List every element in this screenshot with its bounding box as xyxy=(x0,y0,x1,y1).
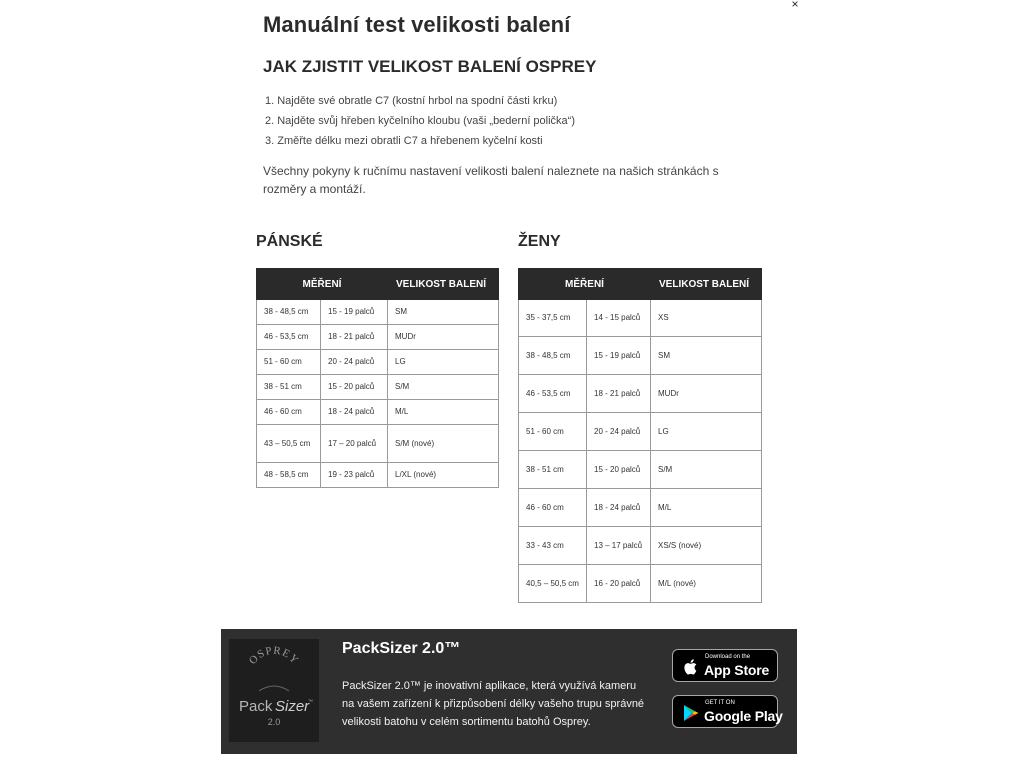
cell-cm: 46 - 60 cm xyxy=(519,489,587,527)
table-row xyxy=(257,350,499,375)
cell-size: SM xyxy=(651,337,762,375)
table-row xyxy=(519,527,762,565)
packsizer-logo xyxy=(229,639,319,742)
cell-inches: 15 - 20 palců xyxy=(587,451,651,489)
cell-cm: 40,5 – 50,5 cm xyxy=(519,565,587,603)
table-row xyxy=(257,375,499,400)
steps-list xyxy=(265,93,575,153)
instructions-note: Všechny pokyny k ručnímu nastavení velikosti balení naleznete na našich stránkách s rozměry a montáží. xyxy=(263,164,719,196)
packsizer-promo xyxy=(221,629,797,754)
app-store-button[interactable] xyxy=(672,649,778,682)
cell-size: S/M xyxy=(388,375,499,400)
table-row xyxy=(257,400,499,425)
step-item: 3. Změřte délku mezi obratli C7 a hřebenem kyčelní kosti xyxy=(265,135,543,147)
close-icon[interactable]: × xyxy=(791,0,799,11)
cell-inches: 20 - 24 palců xyxy=(321,350,388,375)
table-row xyxy=(519,300,762,337)
cell-inches: 17 – 20 palců xyxy=(321,425,388,463)
table-row xyxy=(519,337,762,375)
cell-inches: 18 - 21 palců xyxy=(321,325,388,350)
cell-cm: 46 - 53,5 cm xyxy=(519,375,587,413)
table-row xyxy=(519,375,762,413)
cell-inches: 18 - 21 palců xyxy=(587,375,651,413)
cell-inches: 13 – 17 palců xyxy=(587,527,651,565)
men-size-table xyxy=(256,268,499,488)
cell-inches: 15 - 20 palců xyxy=(321,375,388,400)
google-play-big-text: Google Play xyxy=(704,708,783,724)
men-section-title: PÁNSKÉ xyxy=(256,233,323,250)
cell-inches: 14 - 15 palců xyxy=(587,300,651,337)
table-row xyxy=(257,463,499,488)
cell-inches: 16 - 20 palců xyxy=(587,565,651,603)
table-row xyxy=(519,413,762,451)
table-row xyxy=(257,300,499,325)
logo-sizer-text: Sizer xyxy=(275,698,310,715)
apple-icon xyxy=(681,657,701,677)
cell-cm: 38 - 48,5 cm xyxy=(519,337,587,375)
google-play-small-text: GET IT ON xyxy=(705,700,735,706)
header-pack-size: VELIKOST BALENÍ xyxy=(651,269,762,300)
cell-size: MUDr xyxy=(651,375,762,413)
table-row xyxy=(519,451,762,489)
page-subtitle: JAK ZJISTIT VELIKOST BALENÍ OSPREY xyxy=(263,57,597,76)
cell-inches: 18 - 24 palců xyxy=(587,489,651,527)
cell-cm: 51 - 60 cm xyxy=(519,413,587,451)
table-row xyxy=(257,325,499,350)
cell-cm: 38 - 51 cm xyxy=(257,375,321,400)
step-item: 2. Najděte svůj hřeben kyčelního kloubu (vaši „bederní polička“) xyxy=(265,115,575,127)
women-size-table xyxy=(518,268,762,603)
cell-cm: 51 - 60 cm xyxy=(257,350,321,375)
cell-size: LG xyxy=(388,350,499,375)
cell-size: M/L xyxy=(388,400,499,425)
cell-size: XS/S (nové) xyxy=(651,527,762,565)
cell-cm: 35 - 37,5 cm xyxy=(519,300,587,337)
cell-cm: 33 - 43 cm xyxy=(519,527,587,565)
google-play-icon xyxy=(681,703,701,723)
cell-cm: 48 - 58,5 cm xyxy=(257,463,321,488)
cell-size: S/M xyxy=(651,451,762,489)
cell-cm: 43 – 50,5 cm xyxy=(257,425,321,463)
app-store-big-text: App Store xyxy=(704,662,770,678)
cell-size: SM xyxy=(388,300,499,325)
table-row xyxy=(519,565,762,603)
logo-version-text: 2.0 xyxy=(267,717,281,727)
page-title: Manuální test velikosti balení xyxy=(263,12,571,37)
cell-size: S/M (nové) xyxy=(388,425,499,463)
cell-cm: 38 - 51 cm xyxy=(519,451,587,489)
cell-inches: 15 - 19 palců xyxy=(321,300,388,325)
cell-cm: 38 - 48,5 cm xyxy=(257,300,321,325)
table-row xyxy=(257,425,499,463)
cell-size: LG xyxy=(651,413,762,451)
cell-size: XS xyxy=(651,300,762,337)
google-play-button[interactable] xyxy=(672,695,783,728)
promo-description: PackSizer 2.0™ je inovativní aplikace, která využívá kameru na vašem zařízení k přizpůsobení délky vašeho trupu správné velikosti batohu v celém sortimentu batohů Osprey. xyxy=(342,680,645,728)
cell-size: L/XL (nové) xyxy=(388,463,499,488)
cell-cm: 46 - 53,5 cm xyxy=(257,325,321,350)
cell-size: M/L xyxy=(651,489,762,527)
cell-inches: 19 - 23 palců xyxy=(321,463,388,488)
cell-cm: 46 - 60 cm xyxy=(257,400,321,425)
women-section-title: ŽENY xyxy=(518,233,561,250)
app-store-small-text: Download on the xyxy=(705,654,751,660)
logo-tm-text: ™ xyxy=(308,699,313,705)
logo-brand-text: OSPREY xyxy=(246,644,302,667)
cell-inches: 15 - 19 palců xyxy=(587,337,651,375)
cell-size: MUDr xyxy=(388,325,499,350)
promo-title: PackSizer 2.0™ xyxy=(342,640,461,657)
table-row xyxy=(519,489,762,527)
cell-inches: 18 - 24 palců xyxy=(321,400,388,425)
header-measurement: MĚŘENÍ xyxy=(257,269,388,300)
header-measurement: MĚŘENÍ xyxy=(519,269,651,300)
cell-inches: 20 - 24 palců xyxy=(587,413,651,451)
svg-text:OSPREY xyxy=(247,645,301,667)
header-pack-size: VELIKOST BALENÍ xyxy=(388,269,499,300)
step-item: 1. Najděte své obratle C7 (kostní hrbol na spodní části krku) xyxy=(265,95,558,107)
logo-pack-text: Pack xyxy=(239,698,273,715)
cell-size: M/L (nové) xyxy=(651,565,762,603)
